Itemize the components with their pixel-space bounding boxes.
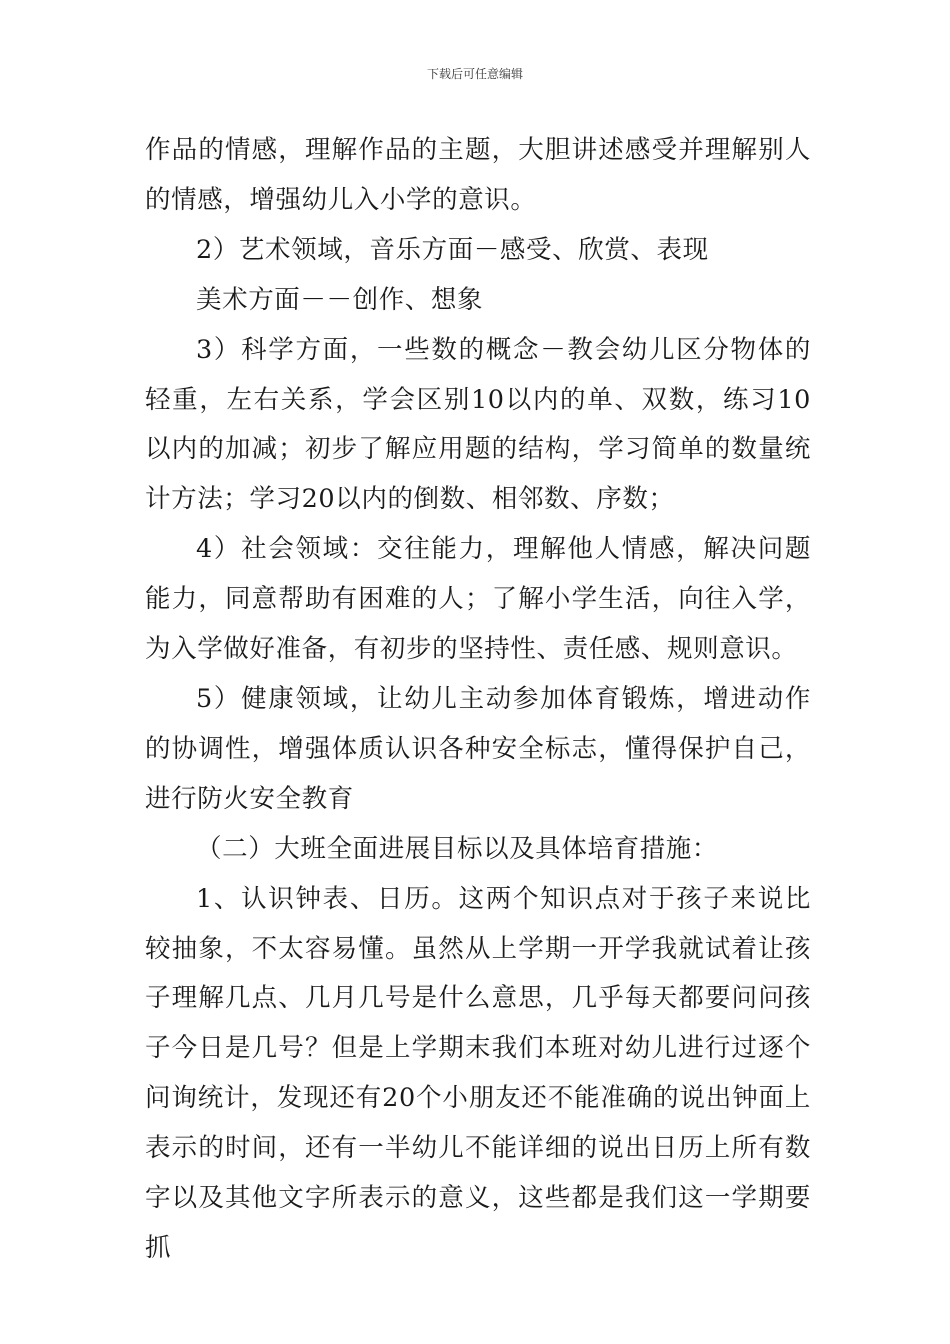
paragraph-social: 4）社会领域：交往能力，理解他人情感，解决问题能力，同意帮助有困难的人；了解小学生活，向往入学，为入学做好准备，有初步的坚持性、责任感、规则意识。 (145, 534, 811, 665)
paragraph-continuation: 作品的情感，理解作品的主题，大胆讲述感受并理解别人的情感，增强幼儿入小学的意识。 (145, 135, 811, 215)
section-heading-goals: （二）大班全面进展目标以及具体培育措施： (196, 833, 719, 864)
paragraph-fine-arts: 美术方面－－创作、想象 (196, 284, 484, 315)
paragraph-health: 5）健康领域，让幼儿主动参加体育锻炼，增进动作的协调性，增强体质认识各种安全标志，懂得保护自己，进行防火安全教育 (145, 683, 811, 814)
page-header: 下载后可任意编辑 (426, 67, 523, 81)
paragraph-art-domain: 2）艺术领域，音乐方面－感受、欣赏、表现 (196, 234, 709, 265)
paragraph-science: 3）科学方面，一些数的概念－教会幼儿区分物体的轻重，左右关系，学会区别10以内的单、双数，练习10以内的加减；初步了解应用题的结构，学习简单的数量统计方法；学习20以内的倒数、相邻数、序数； (145, 334, 811, 515)
document-body (145, 126, 811, 1274)
paragraph-clock-calendar: 1、认识钟表、日历。这两个知识点对于孩子来说比较抽象，不太容易懂。虽然从上学期一开学我就试着让孩子理解几点、几月几号是什么意思，几乎每天都要问问孩子今日是几号？但是上学期末我们本班对幼儿进行过逐个问询统计，发现还有20个小朋友还不能准确的说出钟面上表示的时间，还有一半幼儿不能详细的说出日历上所有数字以及其他文字所表示的意义，这些都是我们这一学期要抓 (145, 883, 811, 1263)
